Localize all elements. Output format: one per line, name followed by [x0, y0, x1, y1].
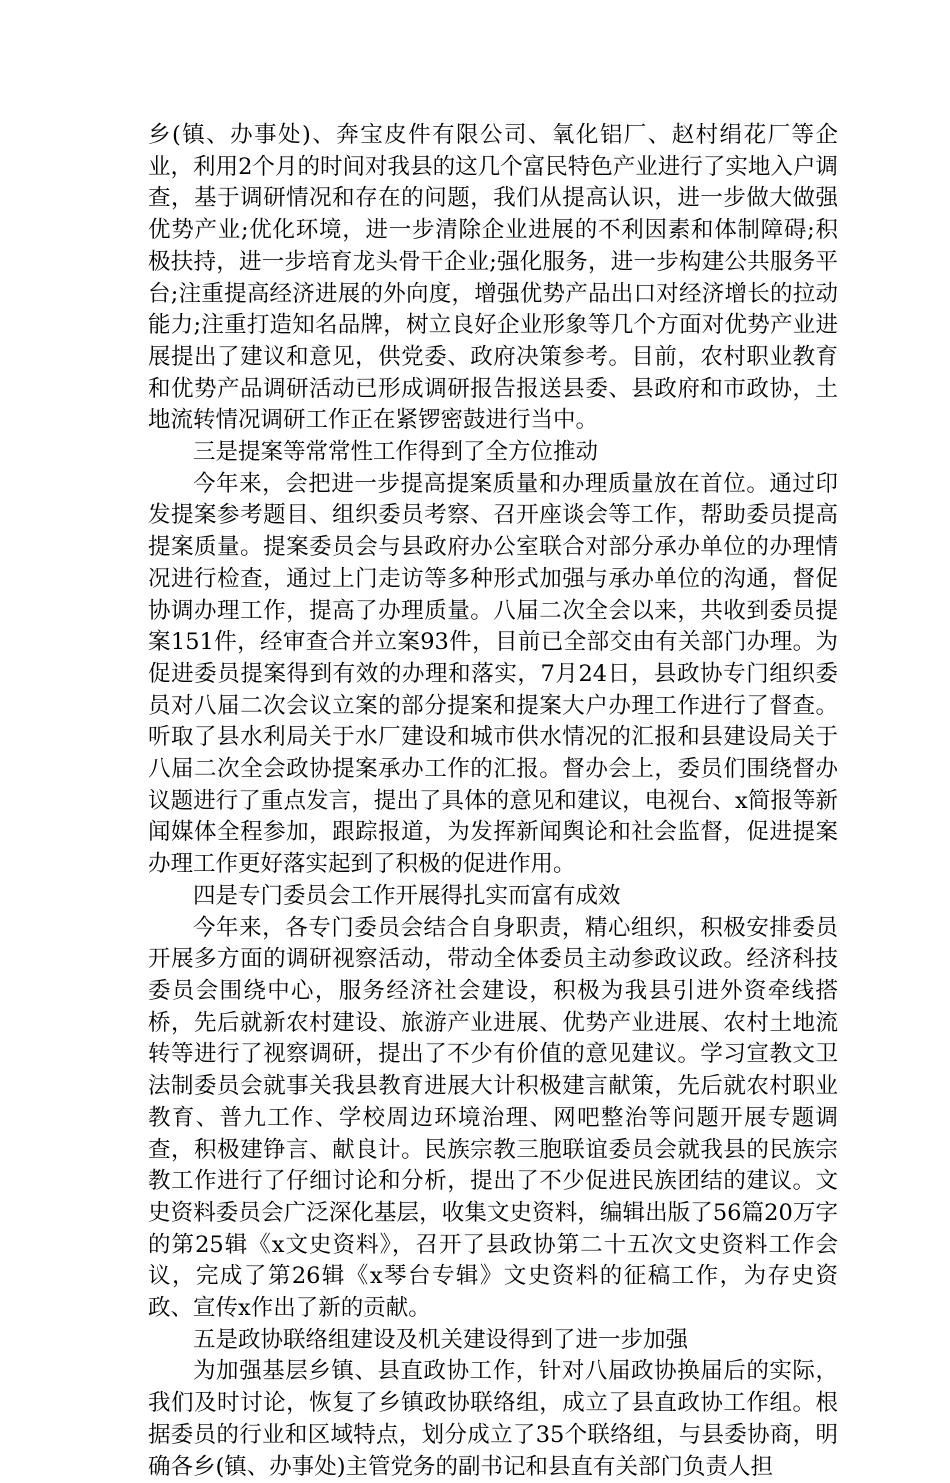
section-heading: 三是提案等常常性工作得到了全方位推动 — [193, 439, 599, 466]
body-paragraph: 今年来，各专门委员会结合自身职责，精心组织，积极安排委员开展多方面的调研视察活动，带动全体委员主动参政议政。经济科技委员会围绕中心，服务经济社会建设，积极为我县引进外资牵线搭桥，先后就新农村建设、旅游产业进展、优势产业进展、农村土地流转等进行了视察调研，提出了不少有价值的意见建议。学习宣教文卫法制委员会就事关我县教育进展大计积极建言献策，先后就农村职业教育、普九工作、学校周边环境治理、网吧整治等问题开展专题调查，积极建铮言、献良计。民族宗教三胞联谊委员会就我县的民族宗教工作进行了仔细讨论和分析，提出了不少促进民族团结的建议。文史资料委员会广泛深化基层，收集文史资料，编辑出版了56篇20万字的第25辑《x文史资料》，召开了县政协第二十五次文史资料工作会议，完成了第26辑《x琴台专辑》文史资料的征稿工作，为存史资政、宣传x作出了新的贡献。 — [148, 914, 838, 1322]
body-paragraph: 今年来，会把进一步提高提案质量和办理质量放在首位。通过印发提案参考题目、组织委员考察、召开座谈会等工作，帮助委员提高提案质量。提案委员会与县政府办公室联合对部分承办单位的办理情况进行检查，通过上门走访等多种形式加强与承办单位的沟通，督促协调办理工作，提高了办理质量。八届二次全会以来，共收到委员提案151件，经审查合并立案93件，目前已全部交由有关部门办理。为促进委员提案得到有效的办理和落实，7月24日，县政协专门组织委员对八届二次会议立案的部分提案和提案大户办理工作进行了督查。听取了县水利局关于水厂建设和城市供水情况的汇报和县建设局关于八届二次全会政协提案承办工作的汇报。督办会上，委员们围绕督办议题进行了重点发言，提出了具体的意见和建议，电视台、x简报等新闻媒体全程参加，跟踪报道，为发挥新闻舆论和社会监督，促进提案办理工作更好落实起到了积极的促进作用。 — [148, 470, 838, 878]
section-heading: 四是专门委员会工作开展得扎实而富有成效 — [193, 882, 621, 909]
body-paragraph: 为加强基层乡镇、县直政协工作，针对八届政协换届后的实际，我们及时讨论，恢复了乡镇政协联络组，成立了县直政协工作组。根据委员的行业和区域特点，划分成立了35个联络组，与县委协商，明确各乡(镇、办事处)主管党务的副书记和县直有关部门负责人担 — [148, 1358, 838, 1480]
body-paragraph: 乡(镇、办事处)、奔宝皮件有限公司、氧化铝厂、赵村绢花厂等企业，利用2个月的时间对我县的这几个富民特色产业进行了实地入户调查，基于调研情况和存在的问题，我们从提高认识，进一步做大做强优势产业;优化环境，进一步清除企业进展的不利因素和体制障碍;积极扶持，进一步培育龙头骨干企业;强化服务，进一步构建公共服务平台;注重提高经济进展的外向度，增强优势产品出口对经济增长的拉动能力;注重打造知名品牌，树立良好企业形象等几个方面对优势产业进展提出了建议和意见，供党委、政府决策参考。目前，农村职业教育和优势产品调研活动已形成调研报告报送县委、县政府和市政协，土地流转情况调研工作正在紧锣密鼓进行当中。 — [148, 122, 838, 434]
document-page — [148, 120, 838, 1483]
section-heading: 五是政协联络组建设及机关建设得到了进一步加强 — [193, 1326, 689, 1353]
